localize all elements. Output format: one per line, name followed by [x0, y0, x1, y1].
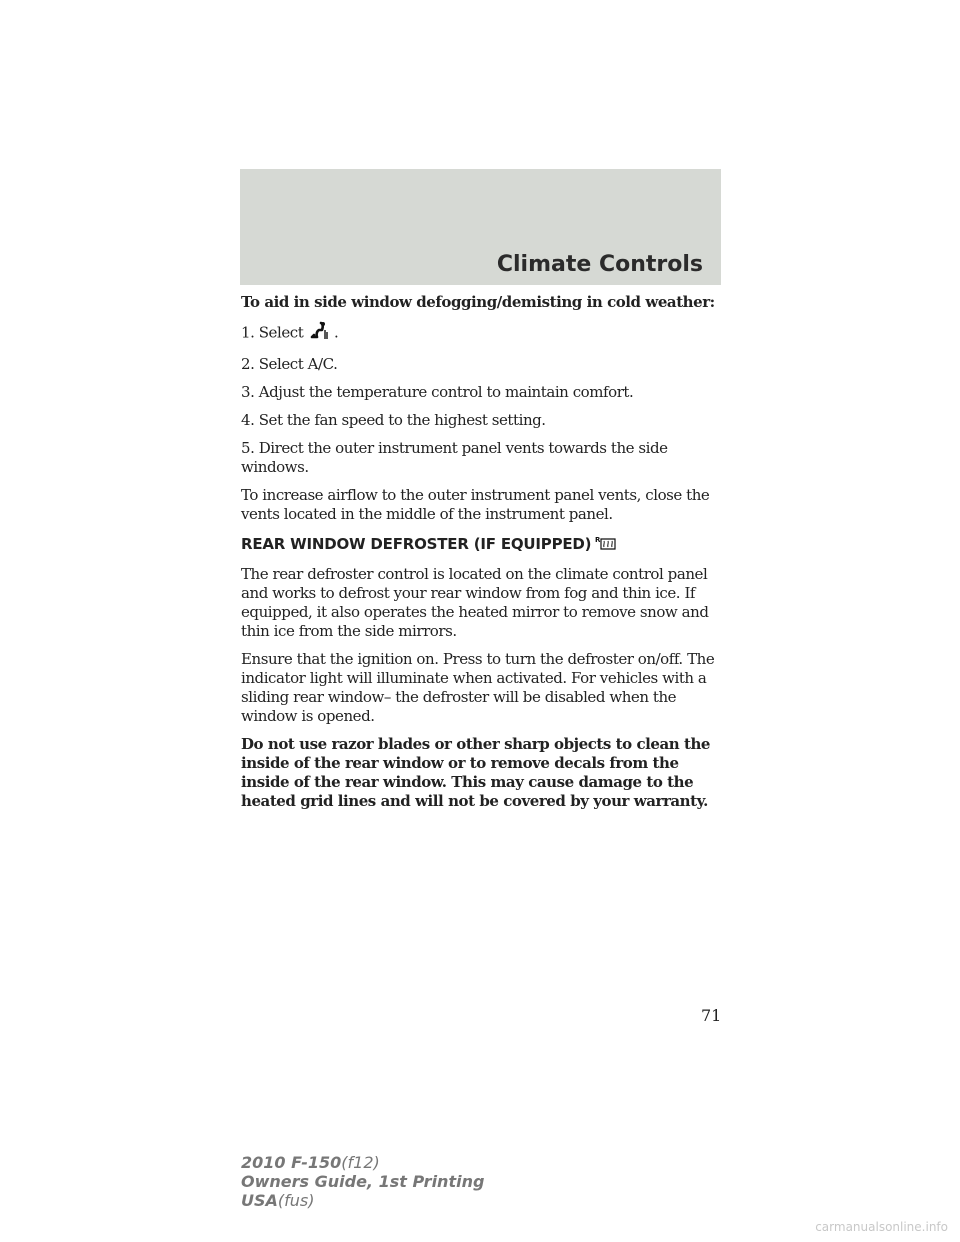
footer-market-code: (fus) — [277, 1191, 315, 1210]
rear-defrost-icon — [595, 535, 617, 556]
ignition-note: Ensure that the ignition on. Press to turn the defroster on/off. The indicator light will illuminate when activated. For vehicles with a sliding rear window– the defroster will be disabled when the window is opened. — [241, 650, 715, 725]
watermark: carmanualsonline.info — [815, 1220, 948, 1234]
section-title: Climate Controls — [496, 252, 703, 277]
footer-model-code: (f12) — [341, 1153, 380, 1172]
footer-line-3 — [241, 1191, 484, 1210]
footer-market: USA — [241, 1191, 278, 1210]
step-1 — [241, 321, 725, 346]
rear-defroster-heading-text: REAR WINDOW DEFROSTER (IF EQUIPPED) — [241, 535, 592, 553]
footer — [241, 1153, 484, 1210]
warning-text: Do not use razor blades or other sharp objects to clean the inside of the rear window or to remove decals from the inside of the rear window. This may cause damage to the heated grid lines and will not be covered by your warranty. — [241, 735, 711, 810]
footer-model: 2010 F-150 — [241, 1153, 342, 1172]
page-content — [241, 293, 725, 820]
side-window-intro: To aid in side window defogging/demisting in cold weather: — [241, 293, 715, 311]
step-1-suffix: . — [333, 323, 339, 342]
footer-line-2: Owners Guide, 1st Printing — [241, 1172, 485, 1191]
step-2: 2. Select A/C. — [241, 355, 338, 373]
rear-defroster-description: The rear defroster control is located on the climate control panel and works to defrost your rear window from fog and thin ice. If equipped, it also operates the heated mirror to remove snow and thin ice from the side mirrors. — [241, 565, 709, 640]
svg-text:R: R — [595, 536, 601, 544]
floor-defrost-mode-icon — [308, 321, 330, 346]
step-3: 3. Adjust the temperature control to maintain comfort. — [241, 383, 634, 401]
section-header-band — [240, 169, 721, 285]
step-5: 5. Direct the outer instrument panel vents towards the side windows. — [241, 439, 668, 476]
airflow-note: To increase airflow to the outer instrument panel vents, close the vents located in the middle of the instrument panel. — [241, 486, 710, 523]
footer-line-1 — [241, 1153, 484, 1172]
step-1-prefix: 1. Select — [241, 323, 304, 342]
step-4: 4. Set the fan speed to the highest setting. — [241, 411, 546, 429]
page-number: 71 — [701, 1006, 722, 1025]
rear-defroster-heading — [241, 535, 725, 556]
